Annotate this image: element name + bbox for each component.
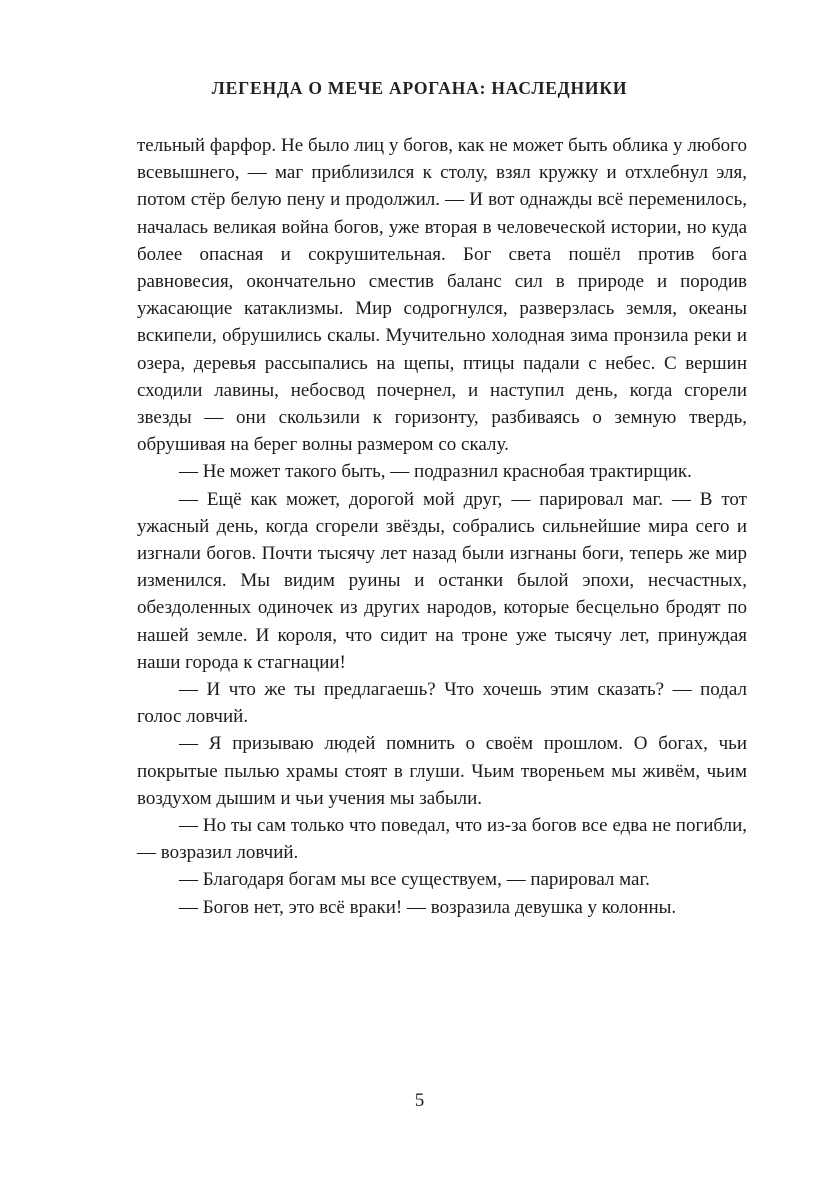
paragraph: — Ещё как может, дорогой мой друг, — парировал маг. — В тот ужасный день, когда сгорели звёзды, собрались сильнейшие мира сего и изгнали богов. Почти тысячу лет назад были изгнаны боги, теперь же мир изменился. Мы видим руины и останки былой эпохи, несчастных, обездоленных одиночек из других народов, которые бесцельно бродят по нашей земле. И короля, что сидит на троне уже тысячу лет, принуждая наши города к стагнации! bbox=[137, 488, 747, 673]
body-text bbox=[137, 132, 747, 921]
paragraph: тельный фарфор. Не было лиц у богов, как не может быть облика у любого всевышнего, — маг приблизился к столу, взял кружку и отхлебнул эля, потом стёр белую пену и продолжил. — И вот однажды всё переменилось, началась великая война богов, уже вторая в человеческой истории, но куда более опасная и сокрушительная. Бог света пошёл против бога равновесия, окончательно сместив баланс сил в природе и породив ужасающие катаклизмы. Мир содрогнулся, разверзлась земля, океаны вскипели, обрушились скалы. Мучительно холодная зима пронзила реки и озера, деревья рассыпались на щепы, птицы падали с небес. С вершин сходили лавины, небосвод почернел, и наступил день, когда сгорели звезды — они скользили к горизонту, разбиваясь о земную твердь, обрушивая на берег волны размером со скалу. bbox=[137, 135, 747, 456]
running-title: ЛЕГЕНДА О МЕЧЕ АРОГАНА: НАСЛЕДНИКИ bbox=[211, 78, 628, 98]
paragraph: — Богов нет, это всё враки! — возразила девушка у колонны. bbox=[179, 896, 677, 918]
paragraph: — Не может такого быть, — подразнил краснобая трактирщик. bbox=[179, 461, 692, 483]
paragraph: — Благодаря богам мы все существуем, — парировал маг. bbox=[179, 869, 650, 891]
page-number: 5 bbox=[414, 1090, 425, 1111]
paragraph: — И что же ты предлагаешь? Что хочешь этим сказать? — подал голос ловчий. bbox=[137, 679, 747, 728]
paragraph: — Но ты сам только что поведал, что из-за богов все едва не погибли, — возразил ловчий. bbox=[137, 815, 747, 864]
paragraph: — Я призываю людей помнить о своём прошлом. О богах, чьи покрытые пылью храмы стоят в глуши. Чьим твореньем мы живём, чьим воздухом дышим и чьи учения мы забыли. bbox=[137, 733, 747, 809]
